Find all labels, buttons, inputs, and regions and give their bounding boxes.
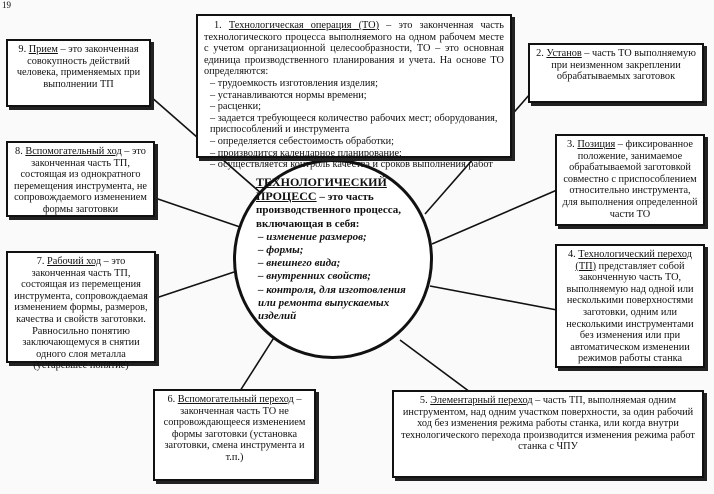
box5-num: 5. <box>419 395 428 406</box>
box1-list <box>204 78 504 171</box>
connector-box3 <box>432 190 557 244</box>
center-item: – контроля, для изготовления или ремонта выпускаемых изделий <box>258 283 406 323</box>
box-position <box>555 134 705 226</box>
box4-num: 4. <box>567 249 576 260</box>
connector-box8 <box>155 198 240 227</box>
box7-num: 7. <box>36 256 45 267</box>
box-auxiliary-stroke <box>6 141 155 217</box>
box1-item: – устанавливаются нормы времени; <box>204 90 504 102</box>
box7-text: – это законченная часть ТП, состоящая из перемещения инструмента, сопровождаемая изменением формы, размеров, качества и свойств заготовки. Равносильно понятию заключающемуся в снятии одного слоя металла (устаревшее понятие) <box>14 256 148 372</box>
box7-term: Рабочий ход <box>47 256 102 267</box>
box-setup <box>528 43 704 103</box>
center-item: – формы; <box>258 244 304 257</box>
box8-term: Вспомогательный ход <box>25 146 122 157</box>
box3-num: 3. <box>567 139 575 150</box>
center-item: – внешнего вида; <box>258 257 341 270</box>
center-item: – внутренних свойств; <box>258 270 371 283</box>
box9-term: Прием <box>28 44 58 55</box>
box-technique <box>6 39 151 107</box>
center-item: – изменение размеров; <box>258 230 367 243</box>
center-title: ТЕХНОЛОГИЧЕСКИЙ ПРОЦЕСС <box>256 175 387 204</box>
box5-term: Элементарный переход <box>430 395 533 406</box>
box5-text: – часть ТП, выполняемая одним инструментом, над одним участком поверхности, за один рабочий ход без изменения режима работы станка, или когда внутри технологического перехода производится изменения режима работ станка с ЧПУ <box>401 395 695 453</box>
box1-item: – осуществляется контроль качества и сроков выполнения работ <box>204 159 504 171</box>
box1-term: Технологическая операция (ТО) <box>228 20 380 31</box>
box8-text: – это законченная часть ТП, состоящая из однократного перемещения инструмента, не сопровождаемого изменением формы заготовки <box>14 146 147 215</box>
box-auxiliary-step <box>153 389 316 481</box>
box-elementary-step <box>392 390 704 478</box>
connector-box7 <box>156 272 234 298</box>
box4-term: Технологический переход (ТП) <box>575 249 693 272</box>
box2-text: – часть ТО выполняемую при неизменном закреплении обрабатываемых заготовок <box>551 48 696 83</box>
connector-box4 <box>430 286 557 310</box>
box-working-stroke <box>6 251 156 372</box>
box8-num: 8. <box>15 146 23 157</box>
box1-text: – это законченная часть технологического процесса выполняемого на одном рабочем месте с учетом организационной целесообразности, ТО – это основная единица производственного планирования и учета. На основе ТО определяются: <box>204 20 505 78</box>
box2-term: Установ <box>546 48 582 59</box>
box1-item: – задается требующееся количество рабочих мест; оборудования, приспособлений и инструмента <box>204 113 504 136</box>
connector-box5 <box>400 340 470 392</box>
box4-text: представляет собой законченную часть ТО, выполняемую над одной или несколькими поверхностями заготовки, одним или несколькими инструментами без изменения или при автоматическом изменении режимов работы станка <box>566 260 694 365</box>
box3-text: – фиксированное положение, занимаемое обрабатываемой заготовкой совместно с приспособлением относительно инструмента, для выполнения определенной части ТО <box>562 139 698 220</box>
box1-item: – расценки; <box>204 101 504 113</box>
box6-term: Вспомогательный переход <box>177 394 294 405</box>
connector-box6 <box>240 336 275 391</box>
box1-num: 1. <box>214 20 222 31</box>
box1-item: – определяется себестоимость обработки; <box>204 136 504 148</box>
box-technological-operation <box>196 14 512 171</box>
corner-mark: 19 <box>2 0 11 10</box>
box9-num: 9. <box>18 44 27 55</box>
box3-term: Позиция <box>577 139 616 150</box>
box6-text: – законченная часть ТО не сопровождающееся изменением формы заготовки (установка заготовки, смена инструмента и т.п.) <box>163 394 306 463</box>
box9-text: – это законченная совокупность действий человека, применяемых при выполнении ТП <box>16 44 141 90</box>
box1-item: – производится календарное планирование; <box>204 148 504 160</box>
center-text <box>256 176 421 323</box>
box6-num: 6. <box>167 394 176 405</box>
center-definition: – это часть производственного процесса, включающая в себя: <box>256 191 402 230</box>
box2-num: 2. <box>536 48 544 59</box>
box-technological-step <box>555 244 705 368</box>
box1-item: – трудоемкость изготовления изделия; <box>204 78 504 90</box>
